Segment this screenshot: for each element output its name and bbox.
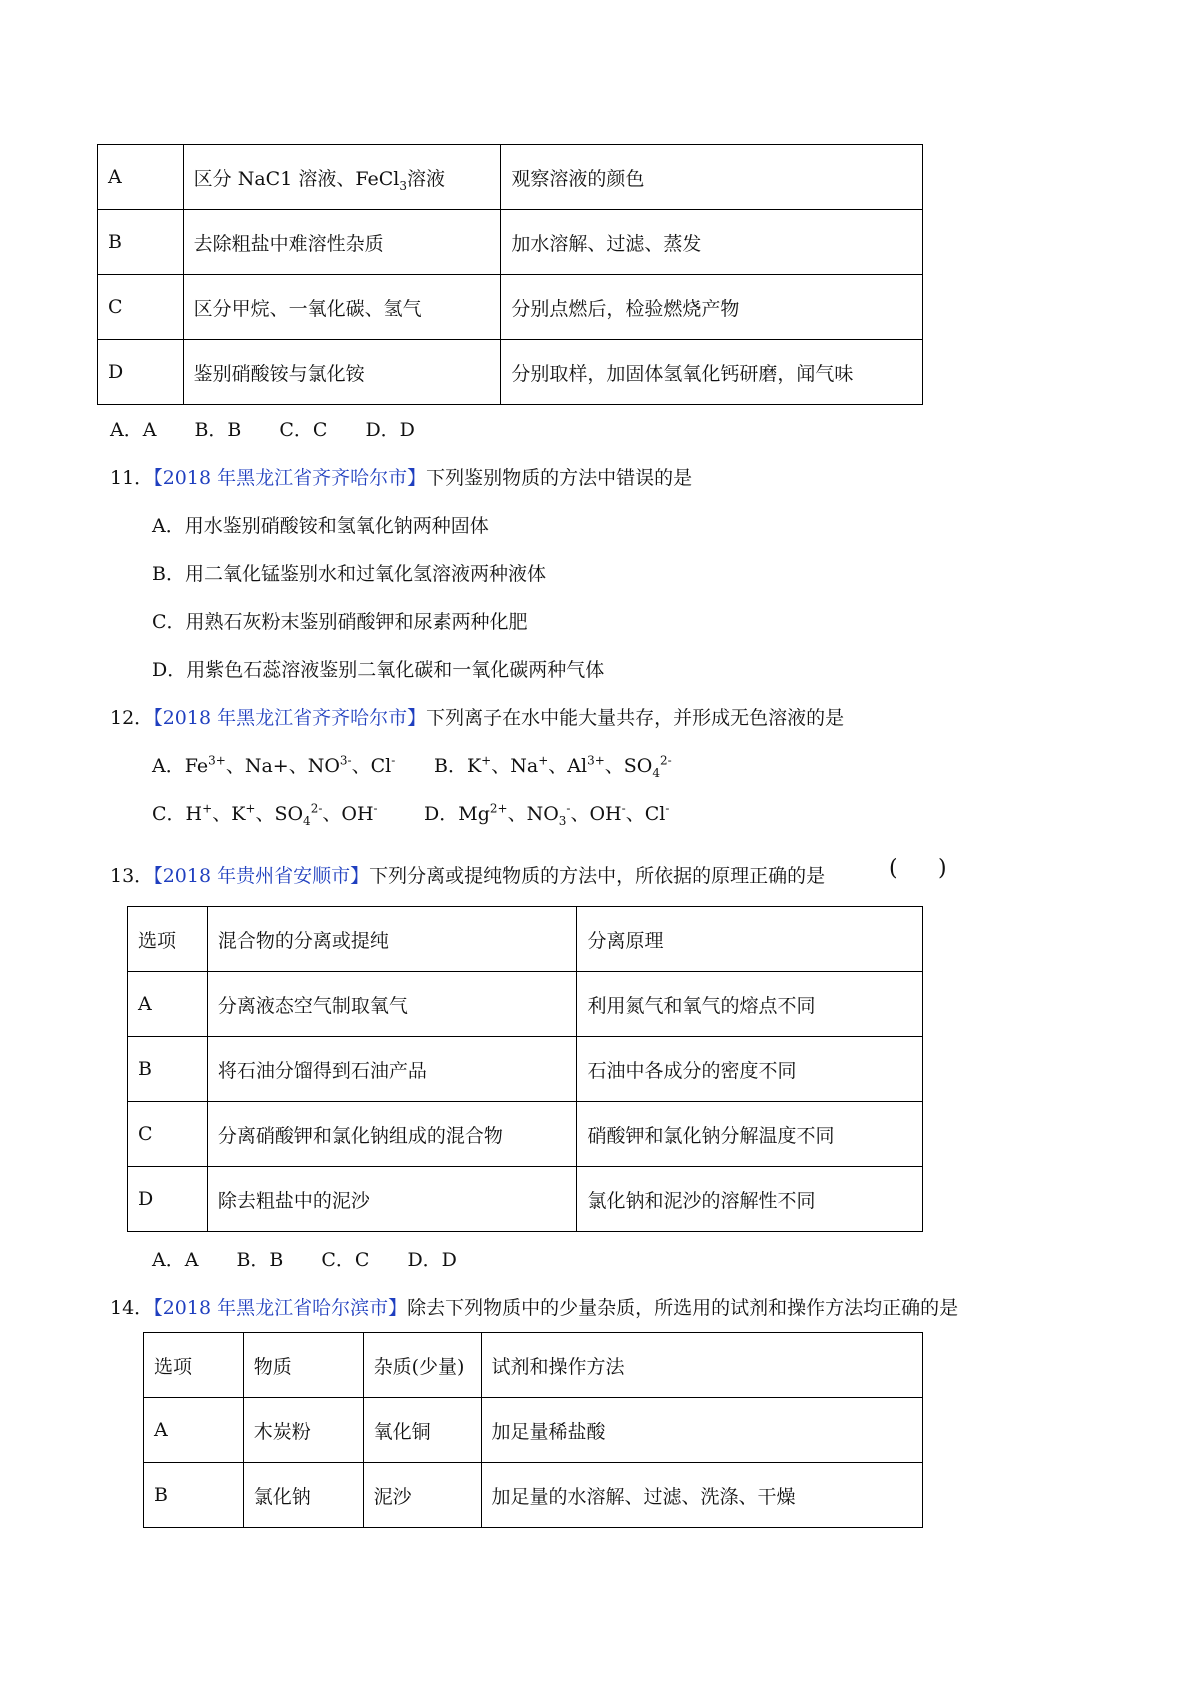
table-cell: 氯化钠和泥沙的溶解性不同 <box>577 1167 923 1232</box>
question-source: 【2018 年黑龙江省齐齐哈尔市】 <box>153 707 427 729</box>
table-cell: 观察溶液的颜色 <box>501 145 923 210</box>
table-row <box>98 340 923 405</box>
table-cell: 分离硝酸钾和氯化钠组成的混合物 <box>207 1102 577 1167</box>
table-cell: 分别取样，加固体氢氧化钙研磨，闻气味 <box>501 340 923 405</box>
table-row <box>128 1037 923 1102</box>
table-header-cell: 试剂和操作方法 <box>481 1333 922 1398</box>
table-cell: 鉴别硝酸铵与氯化铵 <box>183 340 501 405</box>
option-b: B．用二氧化锰鉴别水和过氧化氢溶液两种液体 <box>152 563 546 585</box>
table-cell: 加足量稀盐酸 <box>481 1398 922 1463</box>
table-cell: 加足量的水溶解、过滤、洗涤、干燥 <box>481 1463 922 1528</box>
option-d: D．$Mg^{2+}$、$NO_3^-$、OH-、Cl- <box>424 801 670 828</box>
question-number: 12． <box>110 707 154 729</box>
option-a: A．$Fe^{3+}$、Na+、$NO^{3-}$、Cl- <box>152 753 396 777</box>
table-cell: 泥沙 <box>363 1463 481 1528</box>
table-row <box>98 275 923 340</box>
table-cell: 分离液态空气制取氧气 <box>207 972 577 1037</box>
answer-paren-open: ( <box>889 856 898 881</box>
table-cell: 分别点燃后，检验燃烧产物 <box>501 275 923 340</box>
table-cell: 去除粗盐中难溶性杂质 <box>183 210 501 275</box>
question-stem: 下列分离或提纯物质的方法中，所依据的原理正确的是 <box>369 865 826 887</box>
answer-paren-close: ) <box>938 856 947 881</box>
option-b: B．K+、Na+、$Al^{3+}$、$SO_4^{2-}$ <box>434 753 672 780</box>
answer-choices-q10: A．A B．B C．C D．D <box>110 419 415 441</box>
table-cell: A <box>144 1398 244 1463</box>
question-12 <box>110 706 844 730</box>
question-source: 【2018 年黑龙江省哈尔滨市】 <box>153 1297 408 1319</box>
table-row <box>128 972 923 1037</box>
table-cell: A <box>98 145 184 210</box>
option-d: D．用紫色石蕊溶液鉴别二氧化碳和一氧化碳两种气体 <box>152 659 605 681</box>
table-header-cell: 选项 <box>128 907 208 972</box>
table-header-cell: 选项 <box>144 1333 244 1398</box>
table-q10 <box>97 144 923 405</box>
question-14 <box>110 1296 958 1320</box>
option-a: A．用水鉴别硝酸铵和氢氧化钠两种固体 <box>152 515 489 537</box>
table-q14 <box>143 1332 923 1528</box>
table-header-cell: 分离原理 <box>577 907 923 972</box>
question-number: 14． <box>110 1297 154 1319</box>
table-cell: 除去粗盐中的泥沙 <box>207 1167 577 1232</box>
table-header-cell: 混合物的分离或提纯 <box>207 907 577 972</box>
table-cell: C <box>128 1102 208 1167</box>
option-c: C．H+、K+、$SO_4^{2-}$、OH- <box>152 801 378 828</box>
table-q13 <box>127 906 923 1232</box>
table-header-cell: 杂质(少量) <box>363 1333 481 1398</box>
table-cell: B <box>128 1037 208 1102</box>
table-row <box>98 145 923 210</box>
table-cell: 木炭粉 <box>243 1398 363 1463</box>
table-cell: 氧化铜 <box>363 1398 481 1463</box>
question-number: 13． <box>110 865 154 887</box>
question-source: 【2018 年黑龙江省齐齐哈尔市】 <box>153 467 427 489</box>
table-cell: B <box>98 210 184 275</box>
question-stem: 除去下列物质中的少量杂质，所选用的试剂和操作方法均正确的是 <box>407 1297 959 1319</box>
question-13 <box>110 864 825 888</box>
table-row <box>128 1102 923 1167</box>
table-header-row <box>128 907 923 972</box>
table-cell: 加水溶解、过滤、蒸发 <box>501 210 923 275</box>
table-cell: B <box>144 1463 244 1528</box>
table-cell: D <box>98 340 184 405</box>
question-11 <box>110 466 692 490</box>
question-number: 11． <box>110 467 154 489</box>
table-cell: A <box>128 972 208 1037</box>
table-row <box>98 210 923 275</box>
table-cell: 将石油分馏得到石油产品 <box>207 1037 577 1102</box>
table-cell: D <box>128 1167 208 1232</box>
table-row <box>144 1398 923 1463</box>
table-cell: 区分 NaC1 溶液、FeCl$_3$溶液 <box>183 145 501 210</box>
table-header-cell: 物质 <box>243 1333 363 1398</box>
table-cell: 硝酸钾和氯化钠分解温度不同 <box>577 1102 923 1167</box>
table-cell: 石油中各成分的密度不同 <box>577 1037 923 1102</box>
option-c: C．用熟石灰粉末鉴别硝酸钾和尿素两种化肥 <box>152 611 528 633</box>
table-header-row <box>144 1333 923 1398</box>
table-cell: C <box>98 275 184 340</box>
table-row <box>128 1167 923 1232</box>
table-cell: 利用氮气和氧气的熔点不同 <box>577 972 923 1037</box>
table-row <box>144 1463 923 1528</box>
question-stem: 下列鉴别物质的方法中错误的是 <box>426 467 693 489</box>
table-cell: 区分甲烷、一氧化碳、氢气 <box>183 275 501 340</box>
answer-choices-q13: A．A B．B C．C D．D <box>152 1249 457 1271</box>
question-stem: 下列离子在水中能大量共存，并形成无色溶液的是 <box>426 707 845 729</box>
question-source: 【2018 年贵州省安顺市】 <box>153 865 370 887</box>
table-cell: 氯化钠 <box>243 1463 363 1528</box>
